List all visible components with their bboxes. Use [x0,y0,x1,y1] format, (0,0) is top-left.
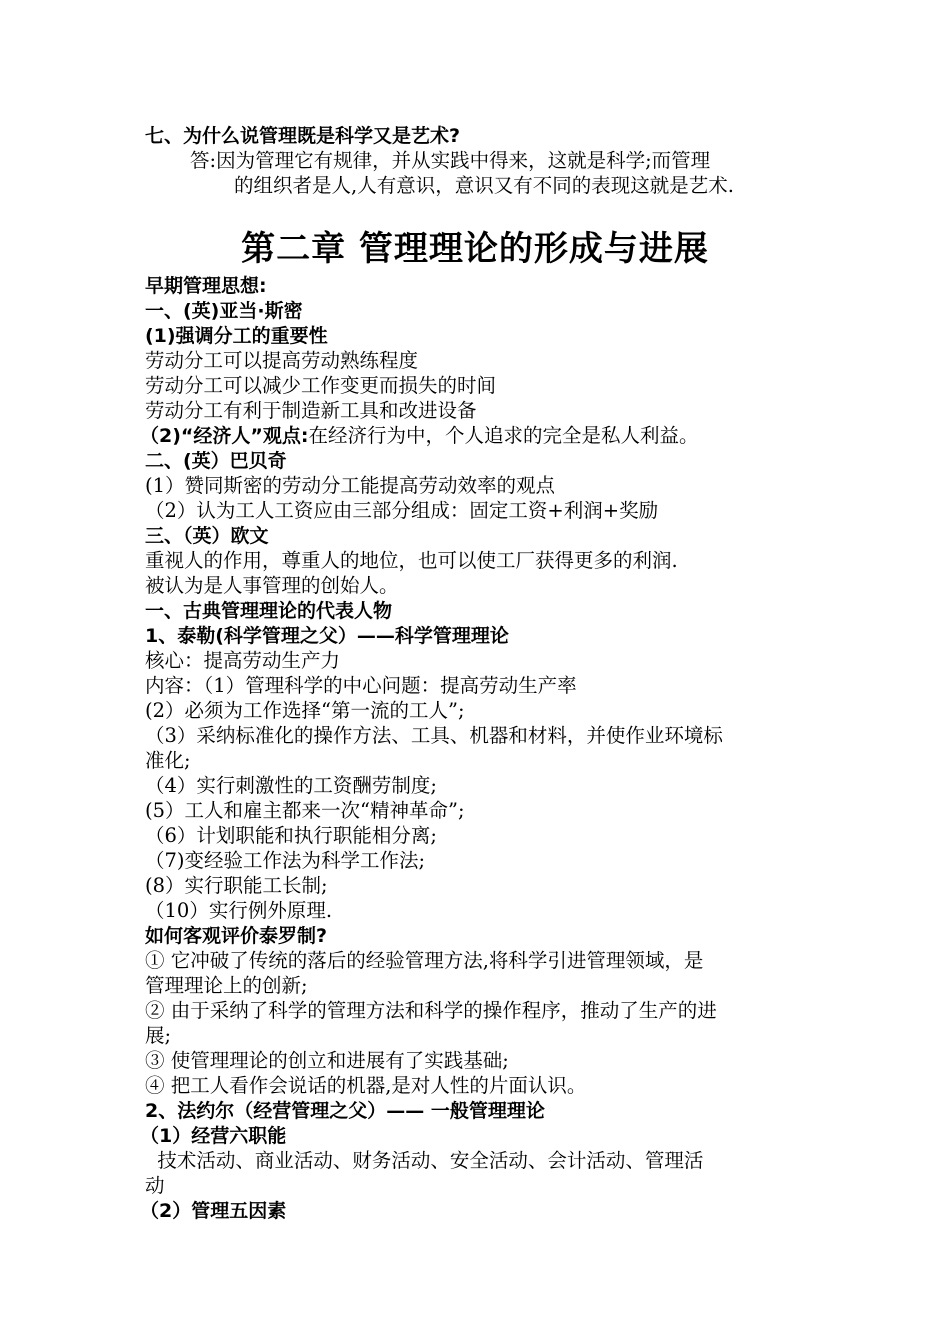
babbage-item-1: (1）赞同斯密的劳动分工能提高劳动效率的观点 [145,474,556,497]
taylor-line-5: （4）实行刺激性的工资酬劳制度; [145,774,437,797]
evaluate-heading: 如何客观评价泰罗制? [145,925,328,947]
taylor-line-2: (2）必须为工作选择“第一流的工人”; [145,699,465,722]
smith-sub1: (1)强调分工的重要性 [145,325,328,347]
evaluate-line-2: 管理理论上的创新; [145,974,308,997]
early-thought-heading: 早期管理思想: [145,275,267,297]
babbage-item-2: （2）认为工人工资应由三部分组成：固定工资+利润+奖励 [145,499,659,522]
smith-item-2: 劳动分工可以减少工作变更而损失的时间 [145,374,497,397]
fayol-sub2: （2）管理五因素 [140,1200,287,1222]
smith-heading: 一、(英)亚当·斯密 [145,300,303,322]
taylor-line-3: （3）采纳标准化的操作方法、工具、机器和材料，并使作业环境标 [145,724,723,747]
owen-heading: 三、（英）欧文 [145,525,269,547]
question-7-title: 七、为什么说管理既是科学又是艺术? [145,125,461,147]
fayol-sub1: （1）经营六职能 [140,1125,287,1147]
taylor-line-8: （7)变经验工作法为科学工作法; [145,849,426,872]
question-7-answer-line-2: 的组织者是人,人有意识，意识又有不同的表现这就是艺术. [234,174,734,197]
taylor-line-4: 准化; [145,749,191,772]
taylor-line-6: (5）工人和雇主都来一次“精神革命”; [145,799,465,822]
question-7-answer-line-1: 答:因为管理它有规律，并从实践中得来，这就是科学;而管理 [190,149,711,172]
smith-sub2-label: （2)“经济人”观点: [140,425,309,447]
smith-sub2 [140,424,699,448]
taylor-heading: 1、泰勒(科学管理之父）——科学管理理论 [145,625,509,647]
evaluate-line-5: ③ 使管理理论的创立和进展有了实践基础; [145,1049,509,1072]
owen-item-2: 被认为是人事管理的创始人。 [145,574,399,597]
taylor-line-7: （6）计划职能和执行职能相分离; [145,824,437,847]
smith-item-3: 劳动分工有利于制造新工具和改进设备 [145,399,477,422]
smith-item-1: 劳动分工可以提高劳动熟练程度 [145,349,419,372]
evaluate-line-3: ② 由于采纳了科学的管理方法和科学的操作程序，推动了生产的进 [145,999,717,1022]
evaluate-line-1: ① 它冲破了传统的落后的经验管理方法,将科学引进管理领域，是 [145,949,704,972]
owen-item-1: 重视人的作用，尊重人的地位，也可以使工厂获得更多的利润. [145,549,678,572]
babbage-heading: 二、(英）巴贝奇 [145,450,287,472]
fayol-heading: 2、法约尔（经营管理之父）—— 一般管理理论 [145,1100,545,1122]
chapter-title: 第二章 管理理论的形成与进展 [241,229,709,269]
taylor-line-9: (8）实行职能工长制; [145,874,328,897]
evaluate-line-4: 展; [145,1024,172,1047]
taylor-core: 核心：提高劳动生产力 [145,649,341,672]
evaluate-line-6: ④ 把工人看作会说话的机器,是对人性的片面认识。 [145,1074,587,1097]
fayol-sub1-line-1: 技术活动、商业活动、财务活动、安全活动、会计活动、管理活 [145,1149,704,1172]
smith-sub2-text: 在经济行为中，个人追求的完全是私人利益。 [308,424,699,447]
taylor-line-10: （10）实行例外原理. [145,899,333,922]
fayol-sub1-line-2: 动 [145,1174,165,1197]
classical-heading: 一、古典管理理论的代表人物 [145,600,393,622]
taylor-line-1: 内容：（1）管理科学的中心问题：提高劳动生产率 [145,674,577,697]
